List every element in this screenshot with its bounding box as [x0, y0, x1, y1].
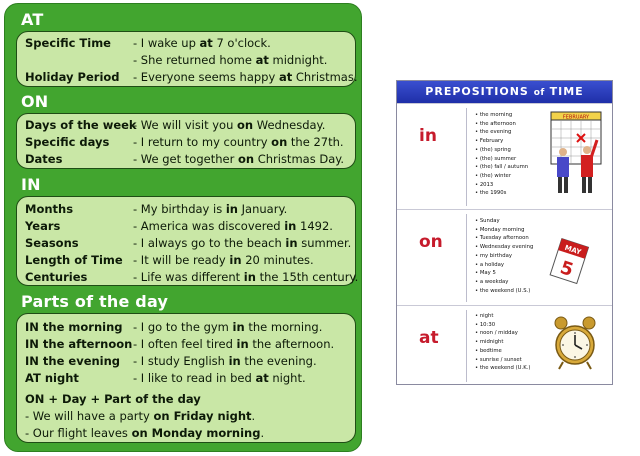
sentence-fragment: January.	[238, 202, 288, 216]
example-sentence	[133, 354, 317, 368]
example-row	[17, 371, 355, 387]
usage-item: • 10:30	[475, 321, 530, 330]
preposition-highlight: at	[255, 53, 269, 67]
usage-item: • the morning	[475, 111, 528, 120]
usage-item: • a weekday	[475, 278, 533, 287]
sentence-fragment: - I study English	[133, 354, 229, 368]
usage-item: • Tuesday afternoon	[475, 234, 533, 243]
sentence-fragment: the 15th century.	[255, 270, 359, 284]
example-sentence	[133, 202, 287, 216]
usage-item: • the evening	[475, 128, 528, 137]
usage-label: AT night	[25, 371, 79, 385]
usage-item: • a holiday	[475, 261, 533, 270]
preposition-highlight: in	[232, 320, 245, 334]
usage-item: • February	[475, 137, 528, 146]
divider	[466, 310, 467, 382]
usage-item: • sunrise / sunset	[475, 356, 530, 365]
usage-item: • the weekend (U.K.)	[475, 364, 530, 373]
poster-panel-in	[397, 103, 612, 209]
example-row	[17, 202, 355, 218]
example-row	[17, 135, 355, 151]
poster-title-time: TIME	[549, 85, 584, 98]
example-row	[17, 253, 355, 269]
poster-panel-on	[397, 209, 612, 305]
example-sentence	[133, 118, 325, 132]
usage-label: Years	[25, 219, 61, 233]
sentence-fragment: - I go to the gym	[133, 320, 233, 334]
example-sentence	[133, 53, 327, 67]
sentence-fragment: night.	[268, 371, 306, 385]
usage-item: • Wednesday evening	[475, 243, 533, 252]
section-title-in: IN	[21, 175, 41, 194]
divider	[466, 214, 467, 302]
usage-label: Length of Time	[25, 253, 123, 267]
example-row	[17, 118, 355, 134]
preposition-word: at	[419, 328, 439, 348]
usage-item: • noon / midday	[475, 329, 530, 338]
usage-label: IN the afternoon	[25, 337, 133, 351]
usage-item: • (the) spring	[475, 146, 528, 155]
sentence-fragment: the afternoon.	[248, 337, 335, 351]
sentence-fragment: 1492.	[296, 219, 333, 233]
usage-list	[475, 312, 530, 373]
preposition-highlight: in	[243, 270, 256, 284]
usage-label: Specific Time	[25, 36, 111, 50]
example-row	[17, 426, 355, 442]
preposition-word: in	[419, 126, 437, 146]
usage-label: IN the evening	[25, 354, 121, 368]
example-row	[17, 219, 355, 235]
calendar-icon	[547, 110, 605, 198]
usage-label: Days of the week	[25, 118, 137, 132]
section-title-parts-of-day: Parts of the day	[21, 292, 169, 311]
grammar-panel	[4, 3, 362, 452]
sentence-fragment: - Everyone seems happy	[133, 70, 279, 84]
rule-heading	[17, 392, 355, 408]
sentence-fragment: Christmas.	[292, 70, 358, 84]
example-row	[17, 53, 355, 69]
usage-item: • (the) fall / autumn	[475, 163, 528, 172]
day-calendar-number: 5	[557, 257, 576, 282]
section-title-at: AT	[21, 10, 44, 29]
sentence-fragment: - She returned home	[133, 53, 256, 67]
preposition-highlight: at	[278, 70, 293, 84]
calendar-month-label: FEBRUARY	[562, 114, 590, 121]
preposition-highlight: in	[236, 337, 249, 351]
usage-item: • (the) summer	[475, 155, 528, 164]
poster-title-of: of	[533, 88, 545, 98]
prepositions-poster	[396, 80, 613, 385]
example-sentence	[133, 36, 271, 50]
preposition-highlight: on	[237, 118, 254, 132]
example-sentence	[133, 253, 314, 267]
sentence-fragment: Christmas Day.	[254, 152, 345, 166]
usage-item: • night	[475, 312, 530, 321]
example-sentence	[133, 337, 334, 351]
example-sentence	[133, 219, 333, 233]
alarm-clock-icon	[550, 315, 600, 371]
usage-item: • the 1990s	[475, 189, 528, 198]
usage-item: • the afternoon	[475, 120, 528, 129]
sentence-fragment: - America was discovered	[133, 219, 285, 233]
example-sentence	[133, 320, 322, 334]
usage-item: • bedtime	[475, 347, 530, 356]
sentence-fragment: - I wake up	[133, 36, 200, 50]
example-row	[17, 152, 355, 168]
sentence-fragment: 7 o'clock.	[212, 36, 271, 50]
preposition-highlight: in	[284, 219, 297, 233]
sentence-fragment: - My birthday is	[133, 202, 226, 216]
sentence-fragment: .	[260, 426, 265, 440]
section-box-in	[16, 196, 359, 286]
section-box-parts-of-day	[16, 313, 356, 443]
sentence-fragment: - I like to read in bed	[133, 371, 256, 385]
preposition-highlight: at	[255, 371, 269, 385]
poster-title-main: PREPOSITIONS	[425, 85, 529, 98]
sentence-fragment: Wednesday.	[253, 118, 326, 132]
preposition-highlight: in	[225, 202, 238, 216]
sentence-fragment: - I always go to the beach	[133, 236, 286, 250]
usage-item: • May 5	[475, 269, 533, 278]
usage-label: Seasons	[25, 236, 79, 250]
example-row	[17, 409, 355, 425]
section-title-on: ON	[21, 92, 49, 111]
usage-label: Centuries	[25, 270, 88, 284]
usage-label: Specific days	[25, 135, 110, 149]
section-box-at	[16, 31, 356, 87]
sentence-fragment: 20 minutes.	[241, 253, 314, 267]
example-row	[17, 236, 355, 252]
example-sentence	[133, 371, 306, 385]
sentence-fragment: - Our flight leaves	[25, 426, 132, 440]
sentence-fragment: the evening.	[240, 354, 317, 368]
preposition-highlight: at	[199, 36, 213, 50]
sentence-fragment: - I return to my country	[133, 135, 272, 149]
section-box-on	[16, 113, 356, 169]
preposition-highlight: in	[285, 236, 298, 250]
sentence-fragment: the 27th.	[287, 135, 344, 149]
example-row	[17, 36, 355, 52]
poster-panel-at	[397, 305, 612, 385]
example-row	[17, 354, 355, 370]
day-calendar-month: MAY	[563, 243, 583, 257]
usage-item: • Sunday	[475, 217, 533, 226]
preposition-highlight: in	[229, 253, 242, 267]
preposition-highlight: on	[237, 152, 255, 166]
divider	[466, 108, 467, 206]
poster-title	[397, 81, 612, 103]
preposition-highlight: in	[228, 354, 241, 368]
sentence-fragment: - I often feel tired	[133, 337, 237, 351]
usage-label: Months	[25, 202, 74, 216]
example-sentence	[133, 70, 358, 84]
usage-label: IN the morning	[25, 320, 123, 334]
usage-item: • 2013	[475, 181, 528, 190]
usage-item: • my birthday	[475, 252, 533, 261]
sentence-fragment: midnight.	[268, 53, 328, 67]
example-sentence	[133, 270, 358, 284]
example-sentence	[133, 135, 344, 149]
preposition-highlight: on	[271, 135, 288, 149]
rule-heading-text: ON + Day + Part of the day	[25, 392, 201, 406]
usage-label: Holiday Period	[25, 70, 120, 84]
example-sentence	[25, 409, 255, 423]
sentence-fragment: - We will visit you	[133, 118, 238, 132]
usage-item: • (the) winter	[475, 172, 528, 181]
day-calendar-icon	[547, 236, 591, 288]
example-sentence	[25, 426, 264, 440]
sentence-fragment: the morning.	[244, 320, 323, 334]
usage-list	[475, 111, 528, 198]
example-row	[17, 337, 355, 353]
sentence-fragment: summer.	[297, 236, 352, 250]
example-row	[17, 270, 359, 286]
sentence-fragment: - It will be ready	[133, 253, 230, 267]
usage-list	[475, 217, 533, 295]
example-row	[17, 320, 355, 336]
preposition-highlight: on Friday night	[153, 409, 252, 423]
sentence-fragment: - We will have a party	[25, 409, 154, 423]
example-row	[17, 70, 358, 86]
sentence-fragment: - Life was different	[133, 270, 244, 284]
usage-item: • midnight	[475, 338, 530, 347]
usage-label: Dates	[25, 152, 63, 166]
example-sentence	[133, 236, 351, 250]
example-sentence	[133, 152, 344, 166]
preposition-word: on	[419, 232, 443, 252]
sentence-fragment: - We get together	[133, 152, 238, 166]
sentence-fragment: .	[251, 409, 256, 423]
preposition-highlight: on Monday morning	[131, 426, 261, 440]
usage-item: • the weekend (U.S.)	[475, 287, 533, 296]
usage-item: • Monday morning	[475, 226, 533, 235]
